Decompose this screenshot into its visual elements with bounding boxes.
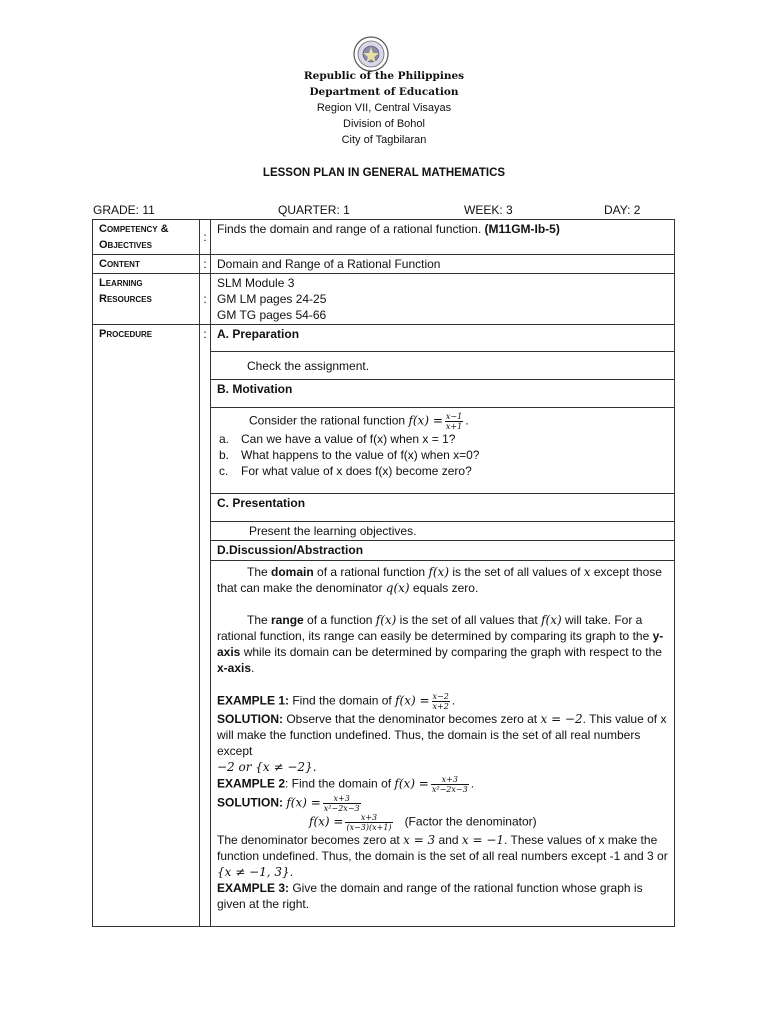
content-row [93,255,675,274]
competency-label: Competency & Objectives [93,220,200,255]
solution-2-explanation: The denominator becomes zero at x = 3 and x = −1. These values of x make the function undefined. Thus, the domain is the set of all real numbers except -1 and 3 or {x ≠ −1, 3}. [217,833,668,879]
solution-1: SOLUTION: Observe that the denominator becomes zero at x = −2. This value of x will make the function undefined. Thus, the domain is the set of all real numbers except [217,712,667,758]
content-label: Content [93,255,200,274]
section-preparation-title: A. Preparation [211,325,675,352]
header-country: Republic of the Philippines [303,70,465,82]
resources-row [93,274,675,325]
colon: : [200,274,211,325]
resources-label: Learning Resources [93,274,200,325]
colon: : [200,220,211,255]
week-label: WEEK: 3 [464,203,513,217]
header-region: Region VII, Central Visayas [316,102,452,114]
day-label: DAY: 2 [604,203,641,217]
range-definition: The range of a function f(x) is the set of all values that f(x) will take. For a rational function, its range can easily be determined by comparing its graph to the y-axis while its domain can be determined by comparing the graph with respect to the x-axis. [217,613,664,675]
colon: : [200,255,211,274]
colon: : [200,325,211,927]
example-3: EXAMPLE 3: Give the domain and range of the rational function whose graph is given at the right. [217,881,643,911]
competency-text: Finds the domain and range of a rational function. (M11GM-Ib-5) [211,220,675,255]
domain-definition: The domain of a rational function f(x) is the set of all values of x except those that can make the denominator q(x) equals zero. [217,565,662,595]
discussion-content [211,561,675,927]
presentation-text: Present the learning objectives. [211,522,675,541]
example-2: EXAMPLE 2: Find the domain of f(x) = $\frac{x+3}{\text{x²−2x−3}}$ . [217,775,475,794]
solution-2-factored: f(x) = $\frac{x+3}{(x-3)(x+1)}$ (Factor the denominator) [309,813,537,832]
section-presentation-title: C. Presentation [211,494,675,522]
page-title: LESSON PLAN IN GENERAL MATHEMATICS [262,167,506,179]
solution-2: SOLUTION: f(x) = $\frac{x+3}{\text{x²−2x−3}}$ [217,794,360,813]
section-motivation-title: B. Motivation [211,380,675,408]
competency-row [93,220,675,255]
grade-label: GRADE: 11 [93,203,155,217]
content-text: Domain and Range of a Rational Function [211,255,675,274]
resources-list: SLM Module 3 GM LM pages 24-25 GM TG pages 54-66 [211,274,675,325]
example-1: EXAMPLE 1: Find the domain of f(x) = $\frac{x-2}{x+2}$ . [217,692,456,711]
header-division: Division of Bohol [343,118,425,130]
procedure-label: Procedure [93,325,200,927]
preparation-text: Check the assignment. [211,352,675,380]
lesson-plan-table [92,219,675,927]
header-city: City of Tagbilaran [341,134,427,146]
solution-1-answer: −2 or {x ≠ −2}. [217,760,317,774]
deped-seal-logo [353,36,389,72]
quarter-label: QUARTER: 1 [278,203,350,217]
header-department: Department of Education [309,86,459,98]
section-discussion-title: D.Discussion/Abstraction [211,541,675,561]
motivation-content: Consider the rational function f(x) = $\frac{x-1}{x+1}$ . a. Can we have a value of f(x) when x = 1? b. What happens to the value of f(x) when x=0? c. For what value of x does f(x) become zero? [211,408,675,494]
